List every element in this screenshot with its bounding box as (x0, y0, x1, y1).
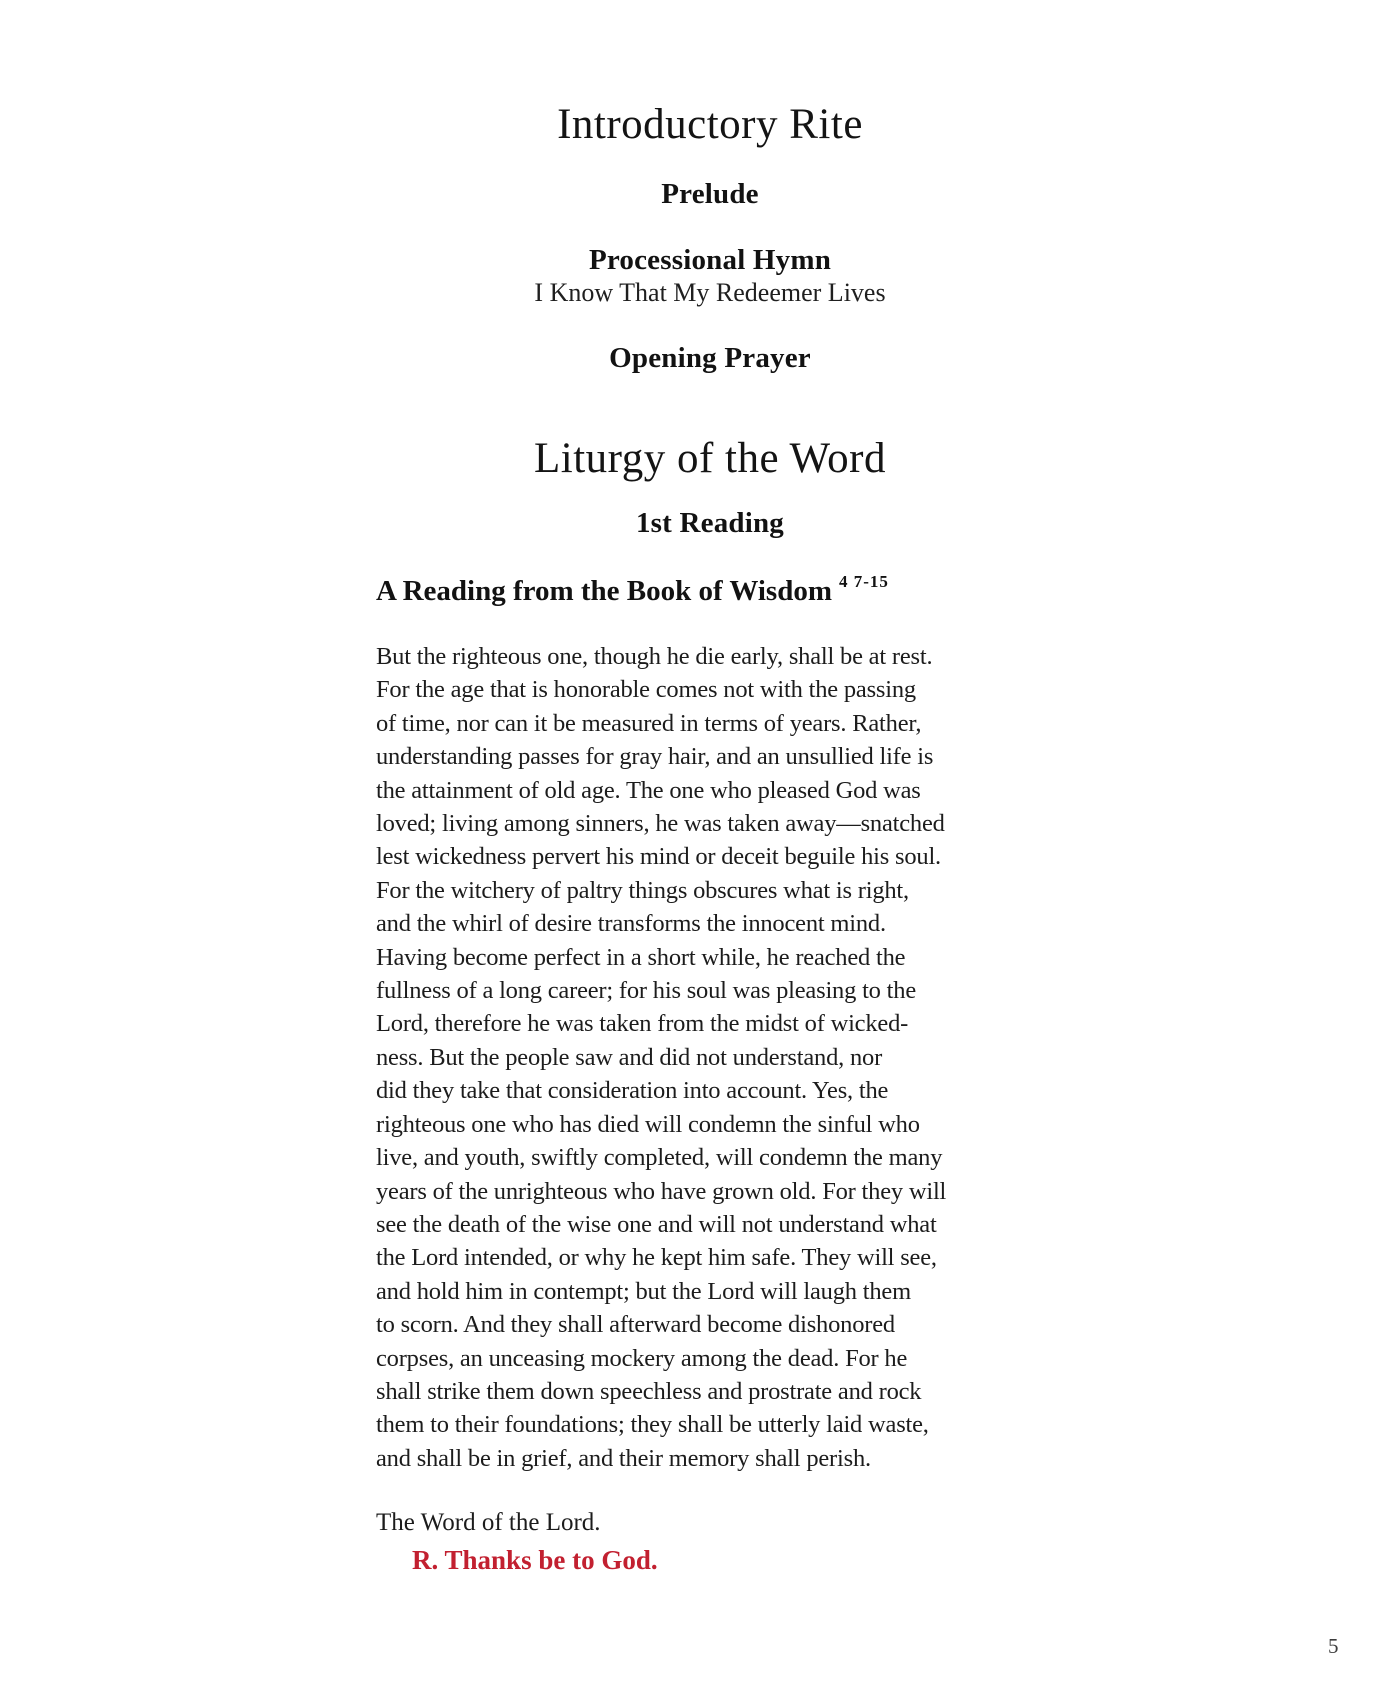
reading-line: loved; living among sinners, he was taken away—snatched (376, 810, 945, 838)
processional-hymn-title: I Know That My Redeemer Lives (534, 278, 886, 307)
reading-line: the attainment of old age. The one who pleased God was (376, 776, 921, 804)
reading-line: corpses, an unceasing mockery among the dead. For he (376, 1344, 908, 1372)
reading-line: years of the unrighteous who have grown old. For they will (376, 1177, 947, 1205)
reading-source-heading (376, 573, 889, 606)
reading-line: ness. But the people saw and did not understand, nor (376, 1043, 883, 1071)
prelude-heading: Prelude (661, 178, 759, 210)
introductory-rite-title: Introductory Rite (557, 101, 863, 148)
reading-line: fullness of a long career; for his soul was pleasing to the (376, 977, 916, 1005)
reading-line: and shall be in grief, and their memory shall perish. (376, 1444, 871, 1472)
reading-source-text: A Reading from the Book of Wisdom (376, 575, 832, 607)
reading-line: righteous one who has died will condemn the sinful who (376, 1110, 920, 1138)
reading-line: For the witchery of paltry things obscures what is right, (376, 876, 909, 904)
reading-line: and hold him in contempt; but the Lord will laugh them (376, 1277, 911, 1305)
first-reading-heading: 1st Reading (635, 507, 785, 539)
reading-line: live, and youth, swiftly completed, will condemn the many (376, 1144, 943, 1172)
reading-body (376, 640, 1076, 1475)
reading-citation: 4 7-15 (839, 572, 889, 591)
reading-line: understanding passes for gray hair, and an unsullied life is (376, 743, 934, 771)
reading-line: Having become perfect in a short while, he reached the (376, 943, 906, 971)
processional-hymn-heading: Processional Hymn (588, 244, 832, 276)
reading-line: For the age that is honorable comes not with the passing (376, 676, 916, 704)
reading-line: the Lord intended, or why he kept him safe. They will see, (376, 1244, 937, 1272)
reading-line: shall strike them down speechless and prostrate and rock (376, 1377, 922, 1405)
reading-line: to scorn. And they shall afterward become dishonored (376, 1311, 895, 1339)
reading-line: and the whirl of desire transforms the innocent mind. (376, 910, 886, 938)
reading-line: Lord, therefore he was taken from the midst of wicked- (376, 1010, 909, 1038)
reading-line: them to their foundations; they shall be utterly laid waste, (376, 1411, 929, 1439)
opening-prayer-heading: Opening Prayer (609, 342, 811, 374)
reading-line: see the death of the wise one and will not understand what (376, 1210, 937, 1238)
reading-line: did they take that consideration into account. Yes, the (376, 1077, 889, 1105)
reading-line: of time, nor can it be measured in terms of years. Rather, (376, 709, 922, 737)
liturgy-of-the-word-title: Liturgy of the Word (534, 435, 886, 482)
page-number: 5 (1328, 1634, 1339, 1658)
reading-line: lest wickedness pervert his mind or deceit beguile his soul. (376, 843, 941, 871)
response-thanks-be-to-god: R. Thanks be to God. (412, 1545, 658, 1575)
versicle-word-of-the-lord: The Word of the Lord. (376, 1509, 601, 1536)
reading-line: But the righteous one, though he die early, shall be at rest. (376, 643, 933, 670)
